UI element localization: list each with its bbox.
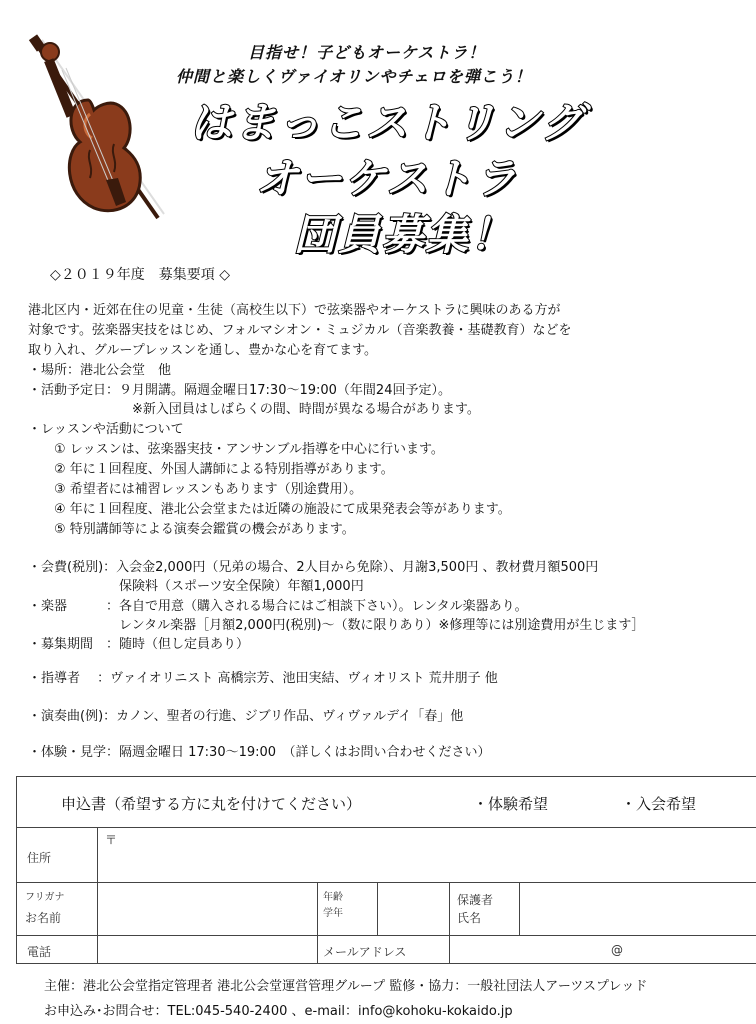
guardian-label: 保護者 (457, 893, 494, 907)
footer-contact: お申込み･お問合せ：TEL:045-540-2400 、e-mail：info@kohoku-kokaido.jp (44, 1004, 513, 1019)
detail-line: ・場所：港北公会堂 他 (28, 363, 172, 378)
furigana-label: フリガナ (25, 892, 65, 903)
tagline-2: 仲間と楽しくヴァイオリンやチェロを弾こう！ (176, 67, 532, 86)
info-line: ・指導者 ：ヴァイオリニスト 高橋宗芳、池田実結、ヴィオリスト 荒井朋子 他 (28, 671, 498, 686)
violin-icon (28, 30, 178, 230)
form-heading: 申込書（希望する方に丸を付けてください） (61, 795, 362, 813)
phone-field[interactable] (101, 938, 313, 962)
detail-line: ※新入団員はしばらくの間、時間が異なる場合があります。 (28, 402, 480, 417)
divider (17, 827, 756, 828)
divider (317, 882, 318, 964)
title-line-2: オーケストラ (256, 154, 519, 203)
detail-line: ・レッスンや活動について (28, 422, 184, 437)
info-line: ・会費(税別)：入会金2,000円（兄弟の場合、2人目から免除）、月謝3,500円 、教材費月額500円 (28, 560, 599, 575)
divider (519, 882, 520, 935)
option-trial[interactable]: ・体験希望 (473, 795, 549, 813)
info-line: ・楽器 ：各自で用意（購入される場合にはご相談下さい）。レンタル楽器あり。 (28, 599, 528, 614)
info-line: ・募集期間 ：随時（但し定員あり） (28, 637, 250, 652)
detail-line: ③ 希望者には補習レッスンもあります（別途費用）。 (28, 482, 363, 497)
info-line: レンタル楽器［月額2,000円(税別)〜（数に限りあり）※修理等には別途費用が生じます］ (28, 618, 645, 633)
grade-label: 学年 (323, 908, 343, 919)
address-label: 住所 (27, 851, 52, 865)
detail-line: ・活動予定日：９月開講。隔週金曜日17:30〜19:00（年間24回予定）。 (28, 383, 451, 398)
name-label: お名前 (25, 911, 62, 925)
email-field[interactable] (453, 938, 753, 962)
guardian-name-label: 氏名 (457, 911, 482, 925)
guardian-name-field[interactable] (523, 885, 753, 933)
intro-line: 港北区内・近郊在住の児童・生徒（高校生以下）で弦楽器やオーケストラに興味のある方が (28, 303, 561, 318)
info-line: ・体験・見学：隔週金曜日 17:30〜19:00 （詳しくはお問い合わせください） (28, 745, 491, 760)
detail-line: ④ 年に１回程度、港北公会堂または近隣の施設にて成果発表会等があります。 (28, 502, 511, 517)
divider (449, 882, 450, 964)
divider (17, 935, 756, 936)
divider (377, 882, 378, 935)
divider (97, 827, 98, 964)
phone-label: 電話 (27, 945, 52, 959)
email-label: メールアドレス (323, 945, 407, 959)
option-join[interactable]: ・入会希望 (621, 795, 697, 813)
info-line: 保険料（スポーツ安全保険）年額1,000円 (28, 579, 364, 594)
age-label: 年齢 (323, 892, 343, 903)
title-line-1: はまっこストリング (190, 98, 586, 147)
divider (17, 882, 756, 883)
section-title: ◇２０１９年度 募集要項 ◇ (50, 267, 230, 283)
info-line: ・演奏曲(例)：カノン、聖者の行進、ジブリ作品、ヴィヴァルデイ「春」他 (28, 709, 464, 724)
postal-mark: 〒 (105, 833, 118, 847)
intro-line: 取り入れ、グループレッスンを通し、豊かな心を育てます。 (28, 343, 378, 358)
at-mark: @ (611, 943, 623, 957)
address-field[interactable] (121, 831, 751, 879)
detail-line: ② 年に１回程度、外国人講師による特別指導があります。 (28, 462, 394, 477)
age-field[interactable] (381, 885, 445, 933)
intro-line: 対象です。弦楽器実技をはじめ、フォルマシオン・ミュジカル（音楽教養・基礎教育）などを (28, 323, 572, 338)
title-line-3: 団員募集！ (294, 210, 515, 259)
application-form (16, 776, 756, 964)
tagline-1: 目指せ！子どもオーケストラ！ (248, 43, 486, 62)
name-field[interactable] (101, 885, 313, 933)
footer-organizer: 主催：港北公会堂指定管理者 港北公会堂運営管理グループ 監修・協力：一般社団法人アーツスプレッド (44, 979, 648, 994)
detail-line: ⑤ 特別講師等による演奏会鑑賞の機会があります。 (28, 522, 355, 537)
detail-line: ① レッスンは、弦楽器実技・アンサンブル指導を中心に行います。 (28, 442, 444, 457)
